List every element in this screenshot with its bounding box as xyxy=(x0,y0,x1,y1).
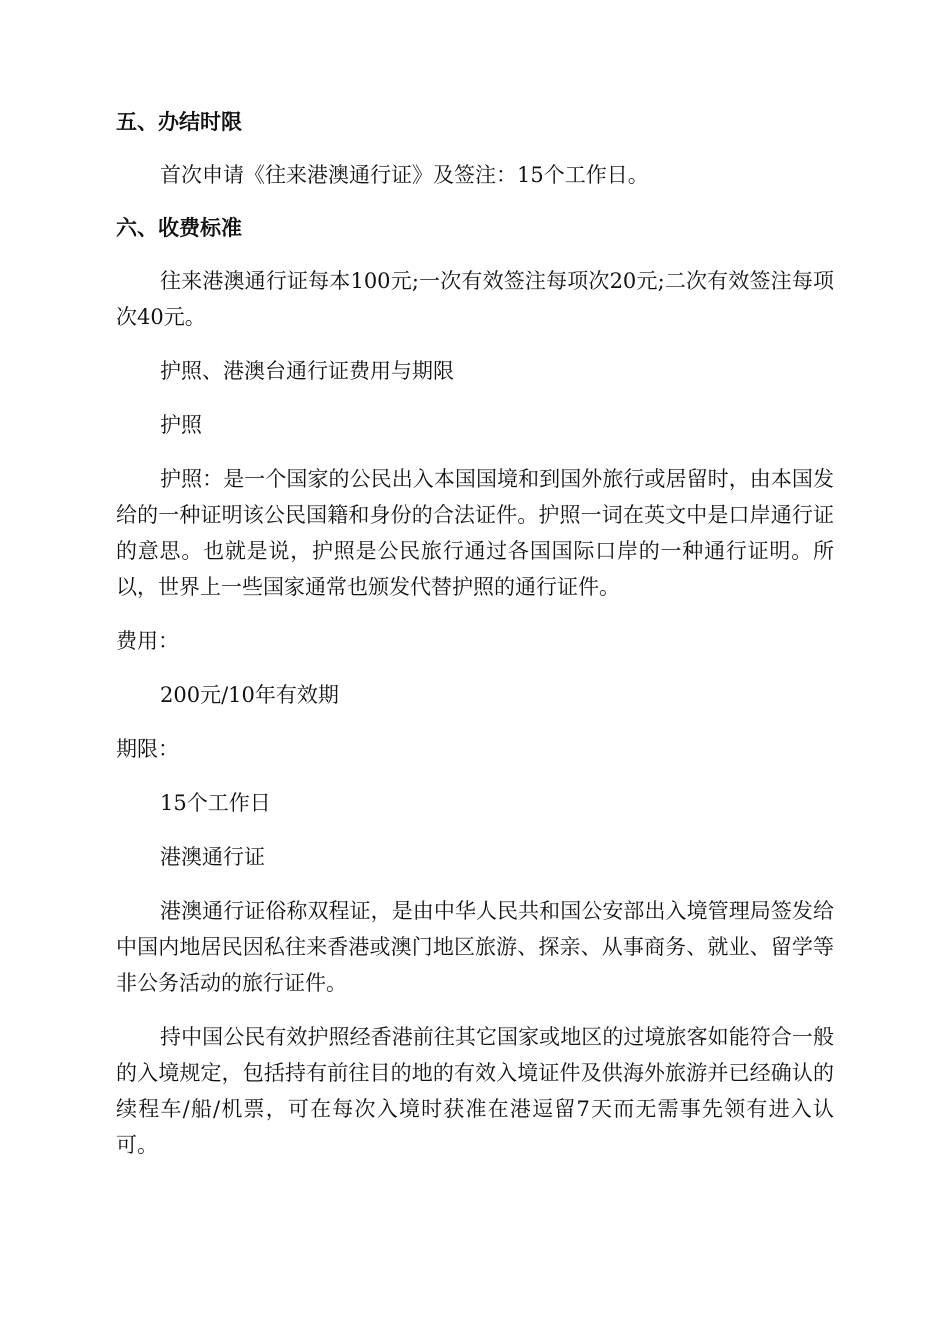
fee-value: 200元/10年有效期 xyxy=(160,683,339,707)
passport-description: 护照：是一个国家的公民出入本国国境和到国外旅行或居留时，由本国发给的一种证明该公民国籍和身份的合法证件。护照一词在英文中是口岸通行证的意思。也就是说，护照是公民旅行通过各国国际口岸的一种通行证明。所以，世界上一些国家通常也颁发代替护照的通行证件。 xyxy=(116,467,834,599)
section-5-text: 首次申请《往来港澳通行证》及签注：15个工作日。 xyxy=(160,163,649,187)
term-value: 15个工作日 xyxy=(160,791,271,815)
section-6-heading: 六、收费标准 xyxy=(116,216,242,240)
document-page xyxy=(116,104,834,1163)
fees-subtitle: 护照、港澳台通行证费用与期限 xyxy=(160,359,454,383)
hk-macau-subtitle: 港澳通行证 xyxy=(160,845,265,869)
hk-macau-description: 港澳通行证俗称双程证，是由中华人民共和国公安部出入境管理局签发给中国内地居民因私往来香港或澳门地区旅游、探亲、从事商务、就业、留学等非公务活动的旅行证件。 xyxy=(116,899,834,995)
section-6-text: 往来港澳通行证每本100元;一次有效签注每项次20元;二次有效签注每项次40元。 xyxy=(116,269,834,329)
term-label: 期限： xyxy=(116,737,179,761)
fee-label: 费用： xyxy=(116,629,179,653)
transit-description: 持中国公民有效护照经香港前往其它国家或地区的过境旅客如能符合一般的入境规定，包括持有前往目的地的有效入境证件及供海外旅游并已经确认的续程车/船/机票，可在每次入境时获准在港逗留7天而无需事先领有进入认可。 xyxy=(116,1025,834,1157)
passport-subtitle: 护照 xyxy=(160,413,202,437)
section-5-heading: 五、办结时限 xyxy=(116,110,242,134)
